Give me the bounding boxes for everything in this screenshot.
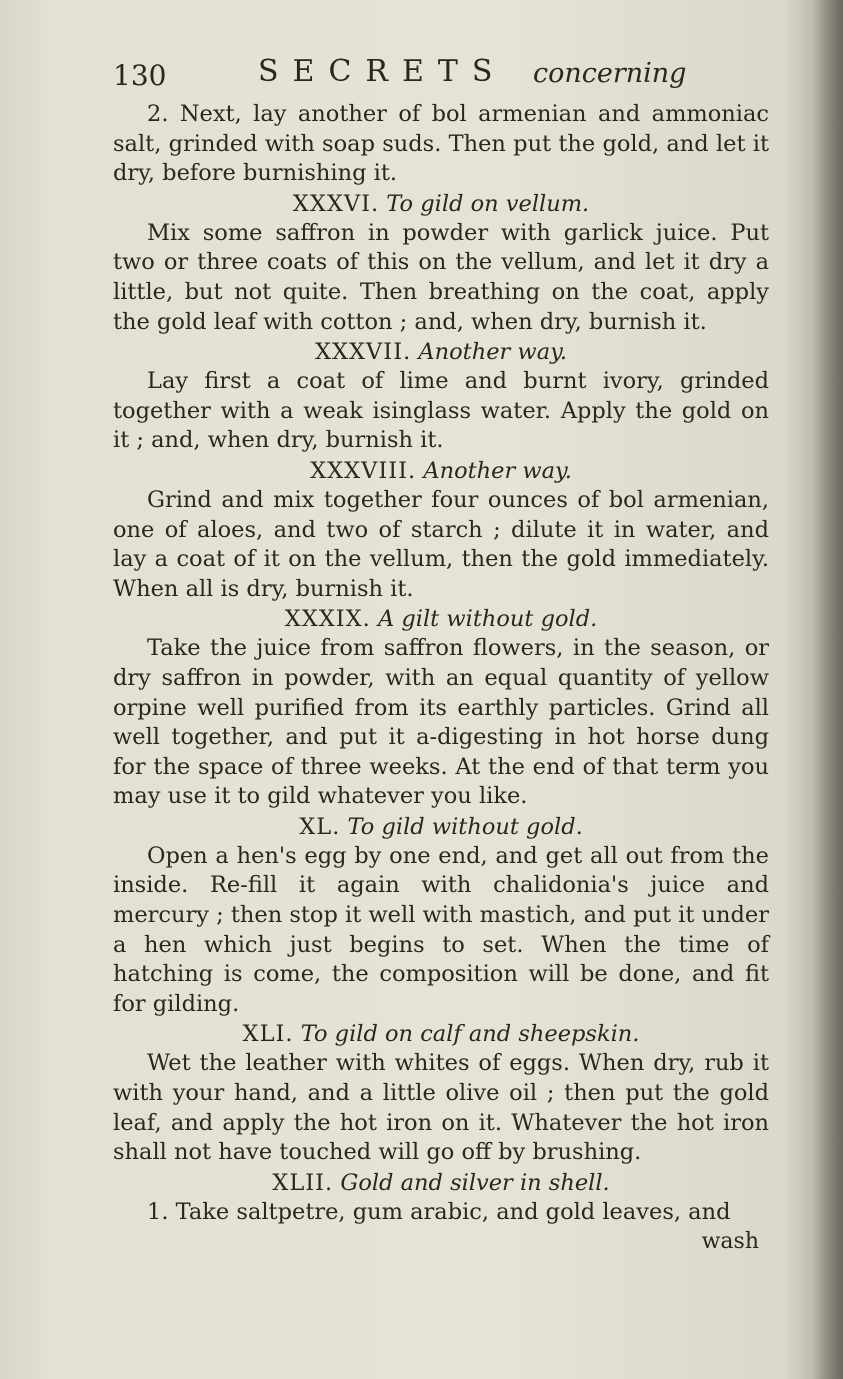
paragraph-40: Open a hen's egg by one end, and get all out from the inside. Re-fill it again with chalidonia's juice and mercury ; then stop it well with mastich, and put it under a hen which just begins to set. When the time of hatching is come, the composition will be done, and fit for gilding. (113, 842, 770, 1017)
page-gutter-shadow (813, 0, 843, 1379)
section-number: XLII. (272, 1169, 334, 1196)
page-text-block (113, 40, 769, 1257)
paragraph-39: Take the juice from saffron flowers, in the season, or dry saffron in powder, with an equal quantity of yellow orpine well purified from its earthly particles. Grind all well together, and put it a-digesting in hot horse dung for the space of three weeks. At the end of that term you may use it to gild whatever you like. (113, 635, 769, 810)
section-heading-36 (113, 189, 769, 219)
section-heading-40 (113, 812, 769, 842)
section-number: XXXVI. (292, 190, 380, 217)
section-number: XXXVIII. (310, 457, 417, 484)
paragraph-38: Grind and mix together four ounces of bol armenian, one of aloes, and two of starch ; dilute it in water, and lay a coat of it on the vellum, then the gold immediately. When all is dry, burnish it. (113, 486, 769, 602)
section-heading-41 (113, 1019, 769, 1049)
running-title-continuation: concerning (533, 58, 687, 89)
section-heading-39 (113, 604, 769, 634)
paragraph-42: 1. Take saltpetre, gum arabic, and gold leaves, and (147, 1198, 731, 1225)
catchword: wash (701, 1229, 759, 1255)
running-title: SECRETS (258, 54, 507, 89)
section-title: To gild on calf and sheepskin. (300, 1021, 640, 1048)
section-title: To gild without gold. (347, 813, 583, 840)
section-heading-37 (113, 337, 769, 367)
section-number: XXXIX. (284, 606, 371, 633)
section-number: XL. (299, 813, 341, 840)
section-title: To gild on vellum. (386, 190, 590, 217)
page-number: 130 (113, 59, 167, 92)
paragraph-continued: 2. Next, lay another of bol armenian and ammoniac salt, grinded with soap suds. Then put the gold, and let it dry, before burnishing it. (113, 101, 769, 187)
paragraph-41: Wet the leather with whites of eggs. When dry, rub it with your hand, and a little olive oil ; then put the gold leaf, and apply the hot iron on it. Whatever the hot iron shall not have touched will go off by brushing. (113, 1050, 769, 1166)
section-number: XLI. (242, 1021, 294, 1048)
paragraph-37: Lay first a coat of lime and burnt ivory, grinded together with a weak isinglass water. Apply the gold on it ; and, when dry, burnish it. (113, 368, 769, 454)
section-heading-38 (113, 456, 769, 486)
section-title: Another way. (418, 339, 567, 366)
paragraph-36: Mix some saffron in powder with garlick juice. Put two or three coats of this on the vellum, and let it dry a little, but not quite. Then breathing on the coat, apply the gold leaf with cotton ; and, when dry, burnish it. (113, 219, 769, 335)
running-head (113, 40, 769, 100)
section-title: Another way. (423, 457, 572, 484)
section-heading-42 (113, 1168, 769, 1198)
section-title: Gold and silver in shell. (340, 1169, 610, 1196)
section-title: A gilt without gold. (377, 606, 598, 633)
section-number: XXXVII. (315, 339, 412, 366)
